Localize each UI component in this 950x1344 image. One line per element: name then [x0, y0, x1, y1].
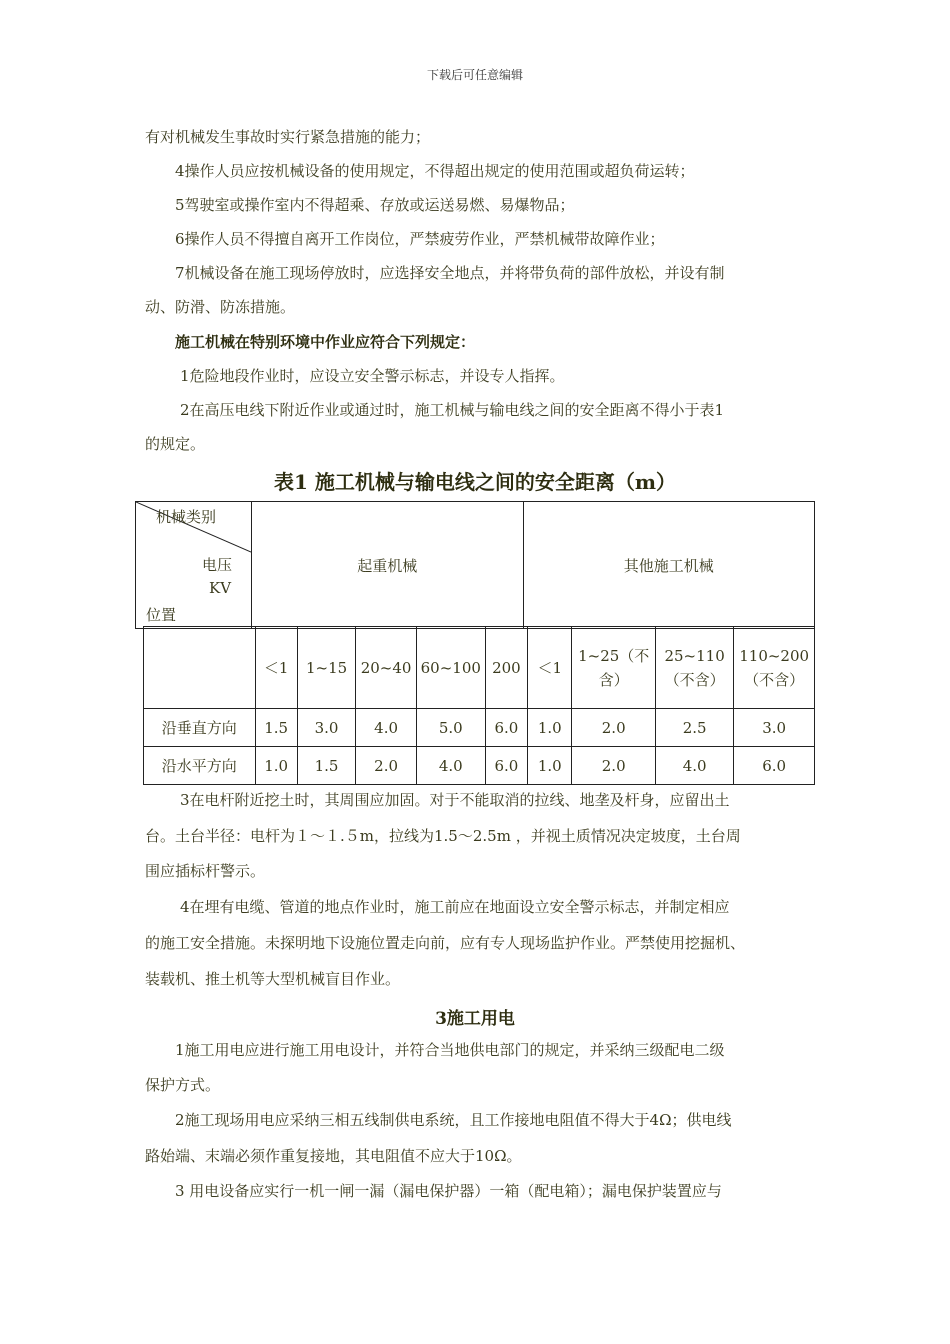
- table-cell: 2.0: [572, 709, 655, 747]
- table-cell: 3.0: [297, 709, 355, 747]
- table-cell: 2.0: [572, 747, 655, 785]
- table-cell: 5.0: [416, 709, 485, 747]
- distance-table-header: [135, 501, 815, 629]
- paragraph: 的施工安全措施。未探明地下设施位置走向前，应有专人现场监护作业。严禁使用挖掘机、: [145, 934, 746, 952]
- table-cell: 1.5: [297, 747, 355, 785]
- paragraph-heading: 施工机械在特别环境中作业应符合下列规定：: [175, 333, 476, 351]
- table-cell: 6.0: [734, 747, 815, 785]
- table-cell: 1.0: [528, 709, 572, 747]
- table-cell: 3.0: [734, 709, 815, 747]
- table-cell: 2.0: [356, 747, 417, 785]
- corner-cell: [136, 502, 252, 629]
- table-cell: 1.0: [528, 747, 572, 785]
- paragraph: 2在高压电线下附近作业或通过时，施工机械与输电线之间的安全距离不得小于表1: [180, 401, 725, 419]
- paragraph: 保护方式。: [145, 1076, 221, 1094]
- paragraph: 有对机械发生事故时实行紧急措施的能力；: [145, 128, 431, 146]
- row-label: 沿垂直方向: [144, 709, 256, 747]
- table-cell: 2.5: [655, 709, 733, 747]
- empty-cell: [144, 627, 256, 709]
- group-other: 其他施工机械: [523, 502, 814, 629]
- voltage-header: 25~110（不含）: [655, 627, 733, 709]
- voltage-header: 200: [485, 627, 528, 709]
- voltage-header: 1~15: [297, 627, 355, 709]
- paragraph: 6操作人员不得擅自离开工作岗位，严禁疲劳作业，严禁机械带故障作业；: [175, 230, 665, 248]
- corner-label-kv: KV: [209, 579, 232, 597]
- table-row: [144, 709, 815, 747]
- voltage-header: 110~200（不含）: [734, 627, 815, 709]
- table-cell: 4.0: [655, 747, 733, 785]
- table-cell: 1.5: [255, 709, 297, 747]
- paragraph: 动、防滑、防冻措施。: [145, 298, 296, 316]
- corner-label-position: 位置: [146, 606, 177, 624]
- voltage-header: 1~25（不含）: [572, 627, 655, 709]
- paragraph: 路始端、末端必须作重复接地，其电阻值不应大于10Ω。: [145, 1147, 522, 1165]
- paragraph: 4操作人员应按机械设备的使用规定，不得超出规定的使用范围或超负荷运转；: [175, 162, 695, 180]
- voltage-header: 60~100: [416, 627, 485, 709]
- table-cell: 1.0: [255, 747, 297, 785]
- paragraph: 7机械设备在施工现场停放时，应选择安全地点，并将带负荷的部件放松，并设有制: [175, 264, 725, 282]
- paragraph: 4在埋有电缆、管道的地点作业时，施工前应在地面设立安全警示标志，并制定相应: [180, 898, 730, 916]
- table-cell: 6.0: [485, 747, 528, 785]
- section-title: 3施工用电: [435, 1009, 515, 1029]
- paragraph: 5驾驶室或操作室内不得超乘、存放或运送易燃、易爆物品；: [175, 196, 575, 214]
- table-title: 表1 施工机械与输电线之间的安全距离（m）: [273, 470, 677, 494]
- voltage-header: 20~40: [356, 627, 417, 709]
- table-cell: 4.0: [416, 747, 485, 785]
- paragraph: 台。土台半径：电杆为１～１.５m，拉线为1.5～2.5m ，并视土质情况决定坡度，土台周: [145, 827, 741, 845]
- voltage-header: ＜1: [528, 627, 572, 709]
- paragraph: 2施工现场用电应采纳三相五线制供电系统，且工作接地电阻值不得大于4Ω；供电线: [175, 1111, 732, 1129]
- paragraph: 1施工用电应进行施工用电设计，并符合当地供电部门的规定，并采纳三级配电二级: [175, 1041, 725, 1059]
- table-cell: 4.0: [356, 709, 417, 747]
- paragraph: 围应插标杆警示。: [145, 862, 266, 880]
- distance-table: [143, 626, 815, 785]
- corner-label-voltage: 电压: [202, 556, 233, 574]
- paragraph: 3在电杆附近挖土时，其周围应加固。对于不能取消的拉线、地垄及杆身，应留出土: [180, 791, 730, 809]
- paragraph: 3 用电设备应实行一机一闸一漏（漏电保护器）一箱（配电箱）；漏电保护装置应与: [175, 1182, 722, 1200]
- paragraph: 装载机、推土机等大型机械盲目作业。: [145, 970, 401, 988]
- corner-label-machine: 机械类别: [156, 508, 217, 526]
- page-header: 下载后可任意编辑: [426, 68, 523, 82]
- paragraph: 1危险地段作业时，应设立安全警示标志，并设专人指挥。: [180, 367, 565, 385]
- table-row: [144, 747, 815, 785]
- paragraph: 的规定。: [145, 435, 206, 453]
- table-cell: 6.0: [485, 709, 528, 747]
- group-crane: 起重机械: [252, 502, 524, 629]
- row-label: 沿水平方向: [144, 747, 256, 785]
- voltage-header: ＜1: [255, 627, 297, 709]
